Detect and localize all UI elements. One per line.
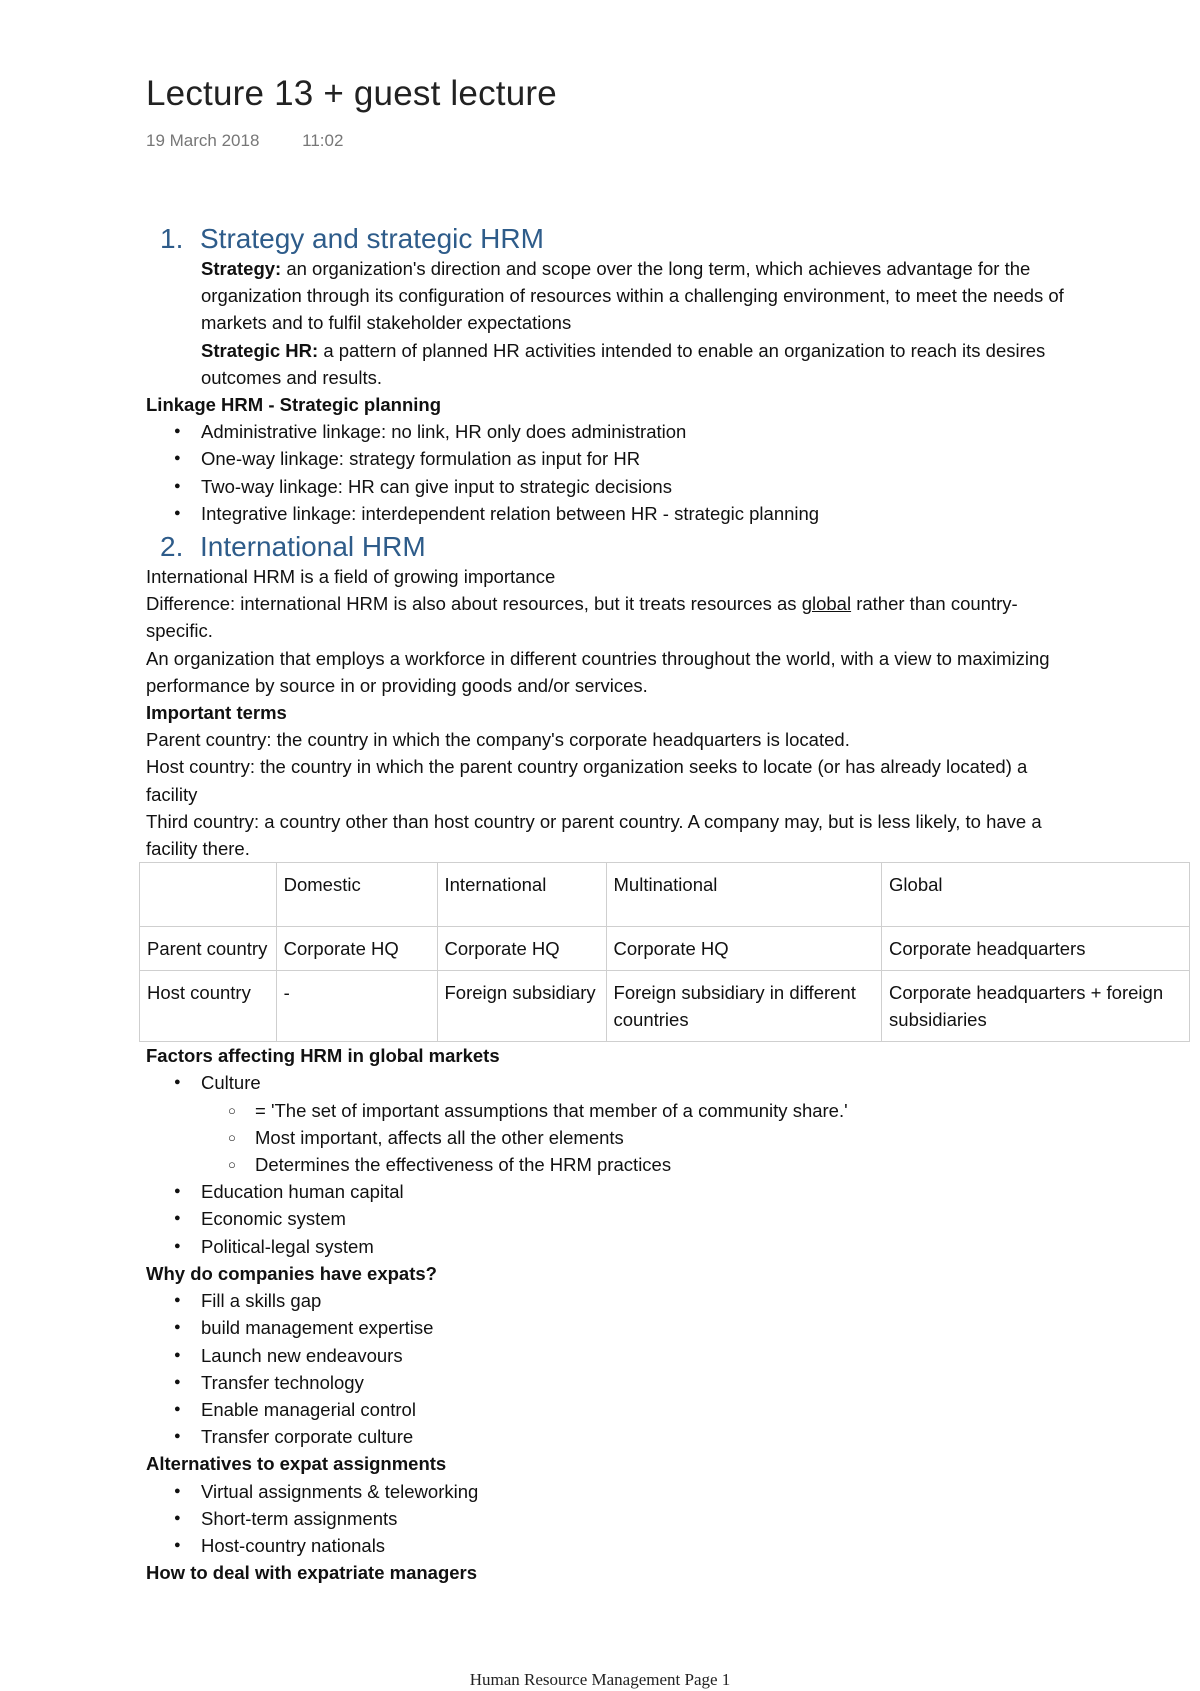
page-meta <box>146 131 381 151</box>
table-cell: Corporate HQ <box>606 927 882 971</box>
list-item: ● Administrative linkage: no link, HR only does administration <box>146 418 1066 445</box>
section-number: 2. <box>160 531 184 563</box>
list-item: ● Launch new endeavours <box>146 1342 1066 1369</box>
paragraph: International HRM is a field of growing importance <box>146 566 556 588</box>
list-item: ● build management expertise <box>146 1314 1066 1341</box>
terms-heading: Important terms <box>146 702 287 724</box>
list-item: ● Economic system <box>146 1205 1066 1232</box>
definition: an organization's direction and scope over the long term, which achieves advantage for the organization through its configuration of resources within a challenging environment, to meet the needs of markets and to fulfil stakeholder expectations <box>201 258 1064 334</box>
paragraph: An organization that employs a workforce in different countries throughout the world, with a view to maximizing performance by source in or providing goods and/or services. <box>146 647 1050 696</box>
underlined-text: global <box>801 593 852 615</box>
section-title: Strategy and strategic HRM <box>200 223 544 254</box>
table-cell: - <box>276 971 437 1042</box>
term: Strategy: <box>201 258 282 279</box>
table-cell: Host country <box>140 971 277 1042</box>
list-item: ● Integrative linkage: interdependent relation between HR - strategic planning <box>146 500 1066 527</box>
page-time: 11:02 <box>302 131 344 150</box>
table-cell: Multinational <box>606 863 882 927</box>
list-item: ● Transfer technology <box>146 1369 1066 1396</box>
factors-list-cont <box>146 1178 1066 1260</box>
strategy-definition <box>146 255 1066 337</box>
text: Difference: international HRM is also about resources, but it treats resources as <box>146 593 802 615</box>
page-title: Lecture 13 + guest lecture <box>146 74 557 113</box>
list-item: ● Transfer corporate culture <box>146 1423 1066 1450</box>
table-cell: Foreign subsidiary <box>437 971 606 1042</box>
list-item: ● Host-country nationals <box>146 1532 1066 1559</box>
table-cell <box>140 863 277 927</box>
linkage-heading: Linkage HRM - Strategic planning <box>146 394 441 416</box>
table-header-row <box>140 863 1190 927</box>
table-cell: Domestic <box>276 863 437 927</box>
section-heading-strategy <box>160 222 1066 255</box>
table-cell: Corporate headquarters <box>882 927 1190 971</box>
culture-sublist <box>146 1097 1066 1179</box>
table-cell: International <box>437 863 606 927</box>
page-date: 19 March 2018 <box>146 131 260 150</box>
table-row <box>140 971 1190 1042</box>
list-item: ● Short-term assignments <box>146 1505 1066 1532</box>
sub-list-item: ○ Most important, affects all the other elements <box>146 1124 1066 1151</box>
list-item: ● One-way linkage: strategy formulation as input for HR <box>146 445 1066 472</box>
strategic-hr-definition <box>146 337 1066 391</box>
factors-list <box>146 1069 1066 1096</box>
page-footer: Human Resource Management Page 1 <box>469 1670 731 1689</box>
deal-heading: How to deal with expatriate managers <box>146 1562 478 1584</box>
section-heading-international <box>160 530 1066 563</box>
list-item: ● Education human capital <box>146 1178 1066 1205</box>
table-cell: Global <box>882 863 1190 927</box>
linkage-list <box>146 418 1066 527</box>
list-item <box>146 1069 1066 1096</box>
list-item: ● Enable managerial control <box>146 1396 1066 1423</box>
table-cell: Corporate HQ <box>437 927 606 971</box>
list-item: ● Fill a skills gap <box>146 1287 1066 1314</box>
alternatives-heading: Alternatives to expat assignments <box>146 1453 447 1475</box>
paragraph: Host country: the country in which the parent country organization seeks to locate (or has already located) a facility <box>146 756 1028 805</box>
table-cell: Corporate headquarters + foreign subsidiaries <box>882 971 1190 1042</box>
page-content <box>146 222 1164 1586</box>
expats-heading: Why do companies have expats? <box>146 1262 437 1284</box>
expats-list <box>146 1287 1066 1450</box>
list-item: ● Two-way linkage: HR can give input to strategic decisions <box>146 473 1066 500</box>
list-item: ● Political-legal system <box>146 1233 1066 1260</box>
table-cell: Foreign subsidiary in different countries <box>606 971 882 1042</box>
term: Strategic HR: <box>201 339 319 361</box>
definition: a pattern of planned HR activities intended to enable an organization to reach its desires outcomes and results. <box>201 339 1046 388</box>
paragraph: Third country: a country other than host country or parent country. A company may, but is less likely, to have a facility there. <box>146 810 1042 860</box>
table-cell: Corporate HQ <box>276 927 437 971</box>
list-item-label: Culture <box>201 1072 261 1094</box>
table-row <box>140 927 1190 971</box>
paragraph: Parent country: the country in which the company's corporate headquarters is located. <box>146 729 850 751</box>
text: rather than country-specific. <box>146 593 1018 642</box>
section-title: International HRM <box>200 531 426 563</box>
sub-list-item: ○ Determines the effectiveness of the HRM practices <box>146 1151 1066 1178</box>
sub-list-item: ○ = 'The set of important assumptions that member of a community share.' <box>146 1097 1066 1124</box>
list-item: ● Virtual assignments & teleworking <box>146 1478 1066 1505</box>
factors-heading: Factors affecting HRM in global markets <box>146 1045 500 1067</box>
comparison-table <box>139 862 1190 1042</box>
table-cell: Parent country <box>140 927 277 971</box>
alternatives-list <box>146 1478 1066 1560</box>
paragraph <box>146 590 1066 644</box>
section-number: 1. <box>160 223 184 254</box>
